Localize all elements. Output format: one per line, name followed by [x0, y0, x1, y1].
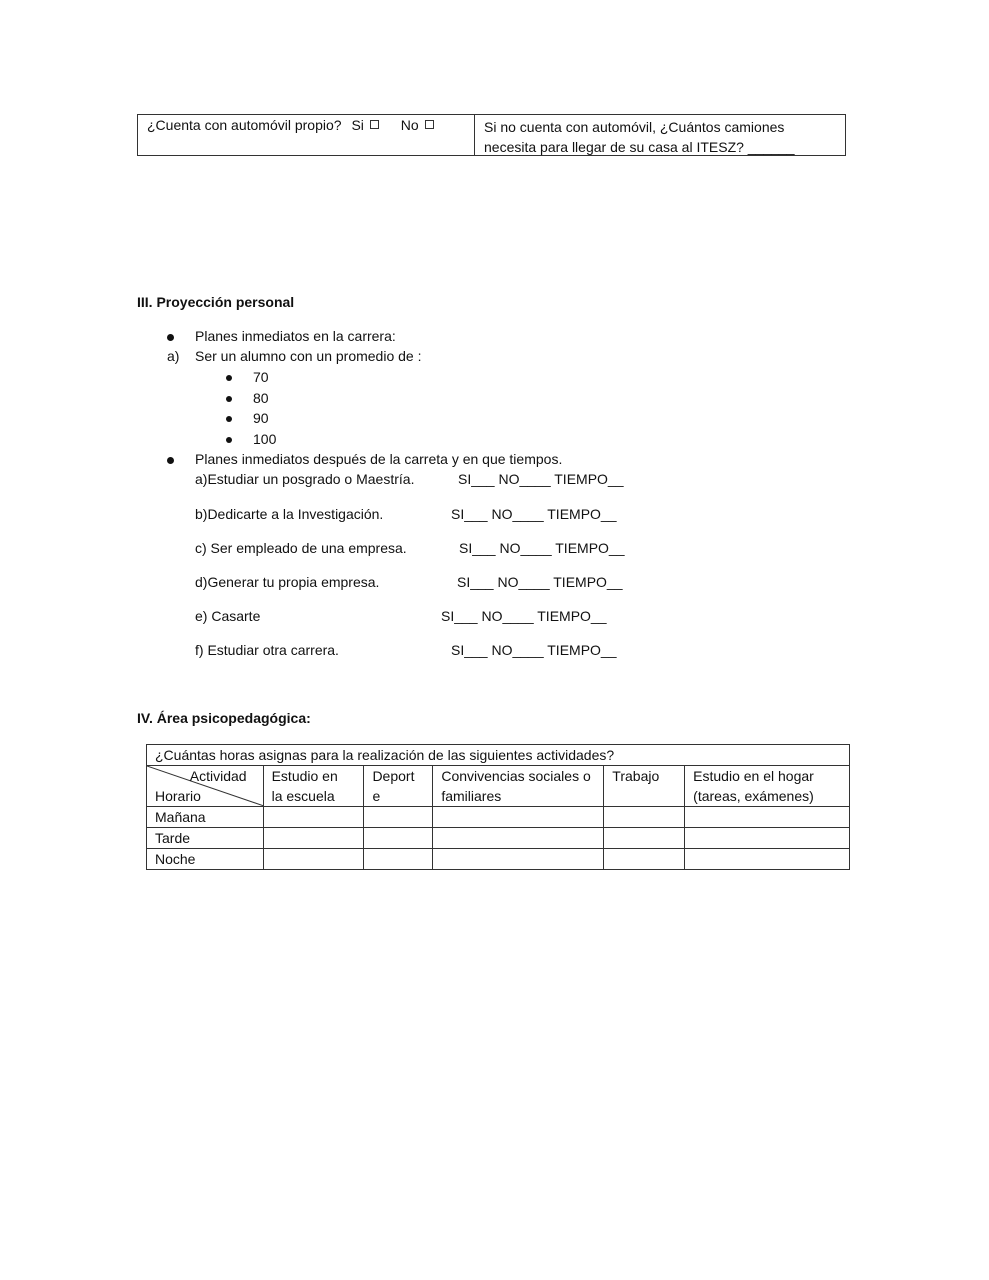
row-label: Mañana [147, 807, 264, 828]
activities-table [146, 744, 850, 870]
hours-cell[interactable] [364, 828, 433, 849]
car-question-cell [138, 115, 475, 155]
hours-cell[interactable] [263, 828, 364, 849]
average-option-90: 90 [253, 410, 269, 426]
hours-cell[interactable] [604, 849, 685, 870]
column-header: Convivencias sociales o familiares [433, 766, 604, 807]
item-a-marker: a) [167, 348, 180, 364]
section3-title: III. Proyección personal [137, 294, 295, 310]
hours-cell[interactable] [433, 807, 604, 828]
plan-answers[interactable]: SI___ NO____ TIEMPO__ [457, 574, 623, 590]
plan-label: c) Ser empleado de una empresa. [195, 540, 407, 556]
car-question: ¿Cuenta con automóvil propio? [147, 117, 342, 133]
transport-table [137, 114, 846, 156]
bullet2-text: Planes inmediatos después de la carreta y en que tiempos. [195, 451, 563, 467]
table-row [147, 849, 850, 870]
row-label: Tarde [147, 828, 264, 849]
hours-cell[interactable] [433, 849, 604, 870]
bullet-dot [226, 416, 232, 422]
column-header: Estudio en el hogar (tareas, exámenes) [685, 766, 850, 807]
bullet-dot [167, 457, 174, 464]
plan-label: f) Estudiar otra carrera. [195, 642, 339, 658]
yes-label: Si [351, 117, 364, 133]
plan-answers[interactable]: SI___ NO____ TIEMPO__ [441, 608, 607, 624]
plan-label: d)Generar tu propia empresa. [195, 574, 380, 590]
hours-cell[interactable] [364, 807, 433, 828]
yes-option [351, 117, 382, 133]
hours-cell[interactable] [604, 828, 685, 849]
hours-cell[interactable] [263, 807, 364, 828]
table-caption: ¿Cuántas horas asignas para la realización de las siguientes actividades? [147, 745, 850, 766]
average-option-100: 100 [253, 431, 277, 447]
bullet-dot [167, 334, 174, 341]
hours-cell[interactable] [604, 807, 685, 828]
bullet-dot [226, 437, 232, 443]
table-row [147, 807, 850, 828]
section4-title: IV. Área psicopedagógica: [137, 710, 311, 726]
hours-cell[interactable] [433, 828, 604, 849]
row-label: Noche [147, 849, 264, 870]
column-header: Trabajo [604, 766, 685, 807]
item-a-text: Ser un alumno con un promedio de : [195, 348, 422, 364]
corner-header-cell [147, 766, 264, 807]
plan-label: e) Casarte [195, 608, 261, 624]
plan-answers[interactable]: SI___ NO____ TIEMPO__ [451, 642, 617, 658]
plan-answers[interactable]: SI___ NO____ TIEMPO__ [451, 506, 617, 522]
hours-cell[interactable] [685, 807, 850, 828]
no-checkbox[interactable] [425, 120, 434, 129]
yes-checkbox[interactable] [370, 120, 379, 129]
average-option-70: 70 [253, 369, 269, 385]
bullet-dot [226, 375, 232, 381]
corner-top-label: Actividad [189, 768, 247, 784]
bus-question-cell [484, 117, 795, 157]
plan-label: b)Dedicarte a la Investigación. [195, 506, 384, 522]
bullet-dot [226, 396, 232, 402]
table-row [147, 828, 850, 849]
bullet1-text: Planes inmediatos en la carrera: [195, 328, 396, 344]
plan-answers[interactable]: SI___ NO____ TIEMPO__ [458, 471, 624, 487]
column-header: Estudio en la escuela [263, 766, 364, 807]
corner-bottom-label: Horario [155, 788, 201, 804]
hours-cell[interactable] [364, 849, 433, 870]
column-header: Deport e [364, 766, 433, 807]
average-option-80: 80 [253, 390, 269, 406]
bus-question-line1: Si no cuenta con automóvil, ¿Cuántos camiones [484, 119, 785, 135]
hours-cell[interactable] [263, 849, 364, 870]
plan-answers[interactable]: SI___ NO____ TIEMPO__ [459, 540, 625, 556]
no-label: No [400, 117, 419, 133]
no-option [401, 117, 434, 133]
hours-cell[interactable] [685, 828, 850, 849]
bus-question-line2[interactable]: necesita para llegar de su casa al ITESZ? ______ [484, 139, 795, 155]
plan-label: a)Estudiar un posgrado o Maestría. [195, 471, 415, 487]
hours-cell[interactable] [685, 849, 850, 870]
